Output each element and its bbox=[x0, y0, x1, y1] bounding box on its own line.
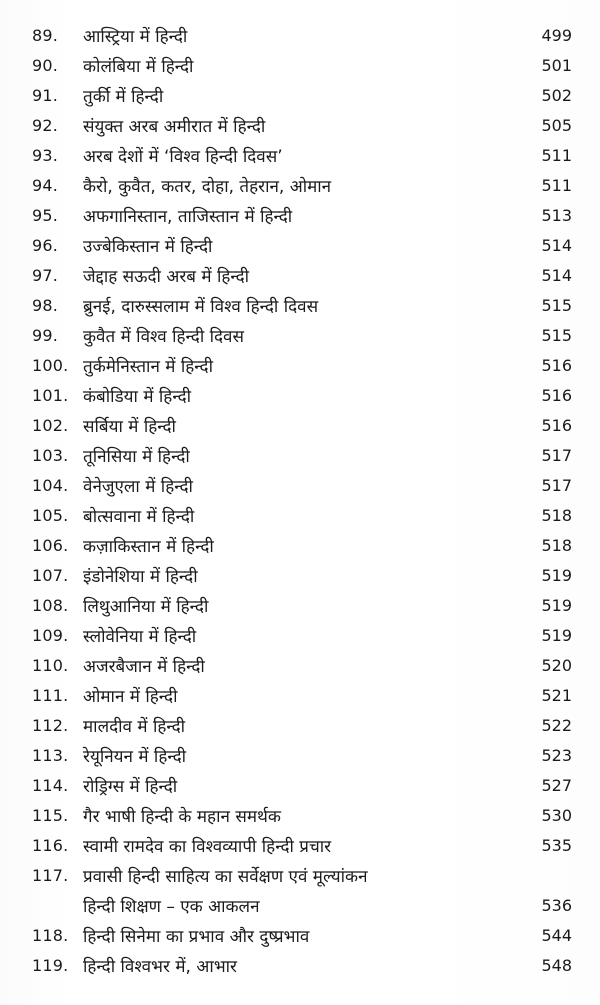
entry-page-number: 519 bbox=[541, 626, 572, 645]
entry-number: 117. bbox=[32, 866, 69, 885]
entry-number: 99. bbox=[32, 326, 59, 345]
entry-number: 90. bbox=[32, 56, 59, 75]
entry-number: 112. bbox=[32, 716, 69, 735]
toc-entry-97 bbox=[0, 262, 600, 292]
entry-title: उज्बेकिस्तान में हिन्दी bbox=[83, 237, 213, 257]
entry-page-number: 535 bbox=[541, 836, 572, 855]
toc-entry-112 bbox=[0, 712, 600, 742]
entry-title: तुर्की में हिन्दी bbox=[83, 87, 164, 107]
toc-entry-102 bbox=[0, 412, 600, 442]
entry-page-number: 519 bbox=[541, 596, 572, 615]
entry-number: 113. bbox=[32, 746, 69, 765]
toc-entry-108 bbox=[0, 592, 600, 622]
entry-number: 96. bbox=[32, 236, 59, 255]
entry-title-continuation: हिन्दी शिक्षण – एक आकलन bbox=[83, 897, 260, 917]
entry-number: 107. bbox=[32, 566, 69, 585]
entry-number: 104. bbox=[32, 476, 69, 495]
entry-page-number: 523 bbox=[541, 746, 572, 765]
toc-entry-113 bbox=[0, 742, 600, 772]
entry-page-number: 514 bbox=[541, 236, 572, 255]
entry-number: 110. bbox=[32, 656, 69, 675]
entry-page-number: 527 bbox=[541, 776, 572, 795]
entry-title: कंबोडिया में हिन्दी bbox=[83, 387, 192, 407]
toc-entry-92 bbox=[0, 112, 600, 142]
toc-entry-115 bbox=[0, 802, 600, 832]
toc-entry-94 bbox=[0, 172, 600, 202]
entry-title: इंडोनेशिया में हिन्दी bbox=[83, 567, 198, 587]
toc-entry-118 bbox=[0, 922, 600, 952]
entry-number: 111. bbox=[32, 686, 69, 705]
entry-title: स्लोवेनिया में हिन्दी bbox=[83, 627, 197, 647]
entry-page-number: 518 bbox=[541, 536, 572, 555]
entry-number: 92. bbox=[32, 116, 59, 135]
entry-number: 97. bbox=[32, 266, 59, 285]
entry-page-number: 517 bbox=[541, 446, 572, 465]
entry-page-number: 501 bbox=[541, 56, 572, 75]
entry-title: रेयूनियन में हिन्दी bbox=[83, 747, 187, 767]
entry-title: जेद्दाह सऊदी अरब में हिन्दी bbox=[83, 267, 250, 287]
toc-entry-93 bbox=[0, 142, 600, 172]
entry-page-number: 522 bbox=[541, 716, 572, 735]
entry-title: तुर्कमेनिस्तान में हिन्दी bbox=[83, 357, 213, 377]
entry-title: कुवैत में विश्व हिन्दी दिवस bbox=[83, 327, 244, 347]
toc-entry-114 bbox=[0, 772, 600, 802]
entry-number: 118. bbox=[32, 926, 69, 945]
entry-number: 114. bbox=[32, 776, 69, 795]
entry-title: स्वामी रामदेव का विश्वव्यापी हिन्दी प्रचार bbox=[83, 837, 332, 857]
toc-entry-104 bbox=[0, 472, 600, 502]
toc-entry-99 bbox=[0, 322, 600, 352]
entry-title: बोत्सवाना में हिन्दी bbox=[83, 507, 195, 527]
entry-title: कैरो, कुवैत, कतर, दोहा, तेहरान, ओमान bbox=[83, 177, 332, 197]
entry-title: सर्बिया में हिन्दी bbox=[83, 417, 176, 437]
entry-title: मालदीव में हिन्दी bbox=[83, 717, 186, 737]
toc-entry-105 bbox=[0, 502, 600, 532]
entry-number: 109. bbox=[32, 626, 69, 645]
entry-page-number: 511 bbox=[541, 176, 572, 195]
entry-title: हिन्दी विश्वभर में, आभार bbox=[83, 957, 238, 977]
entry-number: 94. bbox=[32, 176, 59, 195]
entry-title: तूनिसिया में हिन्दी bbox=[83, 447, 190, 467]
entry-page-number: 544 bbox=[541, 926, 572, 945]
entry-number: 95. bbox=[32, 206, 59, 225]
toc-entry-116 bbox=[0, 832, 600, 862]
toc-entry-103 bbox=[0, 442, 600, 472]
toc-entry-106 bbox=[0, 532, 600, 562]
entry-number: 106. bbox=[32, 536, 69, 555]
entry-page-number: 521 bbox=[541, 686, 572, 705]
entry-title: आस्ट्रिया में हिन्दी bbox=[83, 27, 188, 47]
toc-entry-98 bbox=[0, 292, 600, 322]
toc-entry-89 bbox=[0, 22, 600, 52]
toc-entry-117 bbox=[0, 862, 600, 922]
entry-number: 91. bbox=[32, 86, 59, 105]
entry-title: रोड्रिग्स में हिन्दी bbox=[83, 777, 178, 797]
entry-page-number: 505 bbox=[541, 116, 572, 135]
entry-page-number: 513 bbox=[541, 206, 572, 225]
entry-page-number: 536 bbox=[541, 896, 572, 915]
entry-title: प्रवासी हिन्दी साहित्य का सर्वेक्षण एवं मूल्यांकन bbox=[83, 867, 368, 887]
entry-title: ओमान में हिन्दी bbox=[83, 687, 178, 707]
entry-title: ब्रुनई, दारुस्सलाम में विश्व हिन्दी दिवस bbox=[83, 297, 319, 317]
entry-page-number: 511 bbox=[541, 146, 572, 165]
entry-page-number: 514 bbox=[541, 266, 572, 285]
entry-page-number: 520 bbox=[541, 656, 572, 675]
entry-number: 93. bbox=[32, 146, 59, 165]
entry-page-number: 548 bbox=[541, 956, 572, 975]
entry-number: 103. bbox=[32, 446, 69, 465]
entry-page-number: 517 bbox=[541, 476, 572, 495]
entry-number: 100. bbox=[32, 356, 69, 375]
toc-entry-111 bbox=[0, 682, 600, 712]
entry-title: कज़ाकिस्तान में हिन्दी bbox=[83, 537, 214, 557]
toc-entry-96 bbox=[0, 232, 600, 262]
entry-number: 115. bbox=[32, 806, 69, 825]
toc-entry-110 bbox=[0, 652, 600, 682]
entry-title: संयुक्त अरब अमीरात में हिन्दी bbox=[83, 117, 266, 137]
entry-title: अरब देशों में ‘विश्व हिन्दी दिवस’ bbox=[83, 147, 283, 167]
entry-number: 105. bbox=[32, 506, 69, 525]
entry-page-number: 515 bbox=[541, 326, 572, 345]
entry-number: 89. bbox=[32, 26, 59, 45]
entry-page-number: 502 bbox=[541, 86, 572, 105]
entry-number: 102. bbox=[32, 416, 69, 435]
entry-page-number: 516 bbox=[541, 386, 572, 405]
toc-entry-119 bbox=[0, 952, 600, 982]
entry-number: 101. bbox=[32, 386, 69, 405]
entry-number: 98. bbox=[32, 296, 59, 315]
entry-title: हिन्दी सिनेमा का प्रभाव और दुष्प्रभाव bbox=[83, 927, 310, 947]
entry-number: 116. bbox=[32, 836, 69, 855]
toc-entry-109 bbox=[0, 622, 600, 652]
toc-entry-95 bbox=[0, 202, 600, 232]
toc-entry-101 bbox=[0, 382, 600, 412]
entry-page-number: 516 bbox=[541, 416, 572, 435]
entry-number: 108. bbox=[32, 596, 69, 615]
entry-page-number: 516 bbox=[541, 356, 572, 375]
toc-entry-91 bbox=[0, 82, 600, 112]
entry-title: कोलंबिया में हिन्दी bbox=[83, 57, 194, 77]
toc-entry-90 bbox=[0, 52, 600, 82]
entry-page-number: 518 bbox=[541, 506, 572, 525]
toc-entry-100 bbox=[0, 352, 600, 382]
toc-entry-107 bbox=[0, 562, 600, 592]
entry-title: गैर भाषी हिन्दी के महान समर्थक bbox=[83, 807, 281, 827]
entry-number: 119. bbox=[32, 956, 69, 975]
entry-page-number: 530 bbox=[541, 806, 572, 825]
entry-page-number: 499 bbox=[541, 26, 572, 45]
table-of-contents bbox=[0, 22, 600, 982]
entry-title: अजरबैजान में हिन्दी bbox=[83, 657, 205, 677]
entry-title: लिथुआनिया में हिन्दी bbox=[83, 597, 209, 617]
entry-page-number: 519 bbox=[541, 566, 572, 585]
entry-page-number: 515 bbox=[541, 296, 572, 315]
entry-title: वेनेजुएला में हिन्दी bbox=[83, 477, 193, 497]
entry-title: अफगानिस्तान, ताजिस्तान में हिन्दी bbox=[83, 207, 293, 227]
